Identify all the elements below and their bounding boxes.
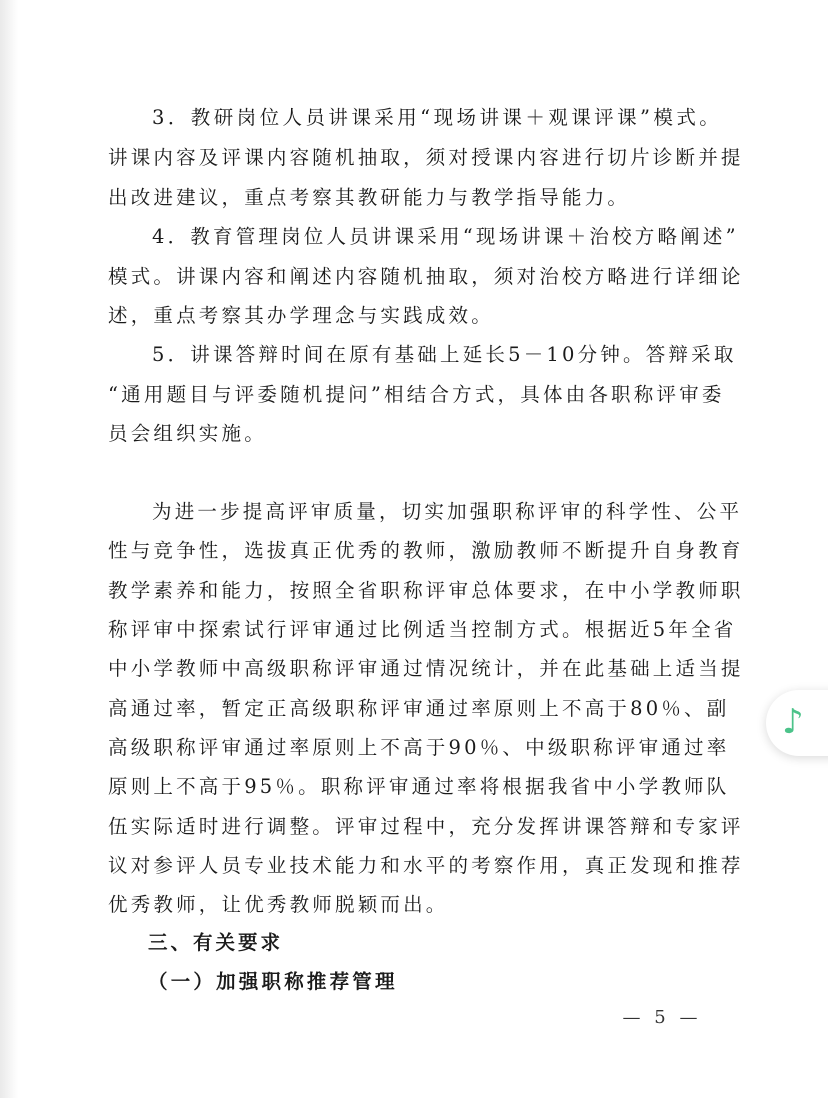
document-page: 3．教研岗位人员讲课采用“现场讲课＋观课评课”模式。 讲课内容及评课内容随机抽取，须对授课内容进行切片诊断并提 出改进建议，重点考察其教研能力与教学指导能力。 4．教育管理岗位人员讲课采用“现场讲课＋治校方略阐述” 模式。讲课内容和阐述内容随机抽取，须对治校方略进行详细论 述，重点考察其办学理念与实践成效。 5．讲课答辩时间在原有基础上延长5－10分钟。答辩采取 “通用题目与评委随机提问”相结合方式，具体由各职称评审委 员会组织实施。 为进一步提高评审质量，切实加强职称评审的科学性、公平 性与竞争性，选拔真正优秀的教师，激励教师不断提升自身教育 教学素养和能力，按照全省职称评审总体要求，在中小学教师职 称评审中探索试行评审通过比例适当控制方式。根据近5年全省 中小学教师中高级职称评审通过情况统计，并在此基础上适当提 高通过率，暂定正高级职称评审通过率原则上不高于80％、副 高级职称评审通过率原则上不高于90％、中级职称评审通过率 原则上不高于95％。职称评审通过率将根据我省中小学教师队 伍实际适时进行调整。评审过程中，充分发挥讲课答辩和专家评 议对参评人员专业技术能力和水平的考察作用，真正发现和推荐 优秀教师，让优秀教师脱颖而出。 三、有关要求 （一）加强职称推荐管理 — 5 — [0, 0, 828, 1098]
page-edge-shadow [0, 0, 18, 1098]
floating-music-button[interactable] [766, 690, 828, 756]
page-number: — 5 — [622, 1007, 702, 1028]
music-note-icon: ♪ [782, 702, 804, 742]
